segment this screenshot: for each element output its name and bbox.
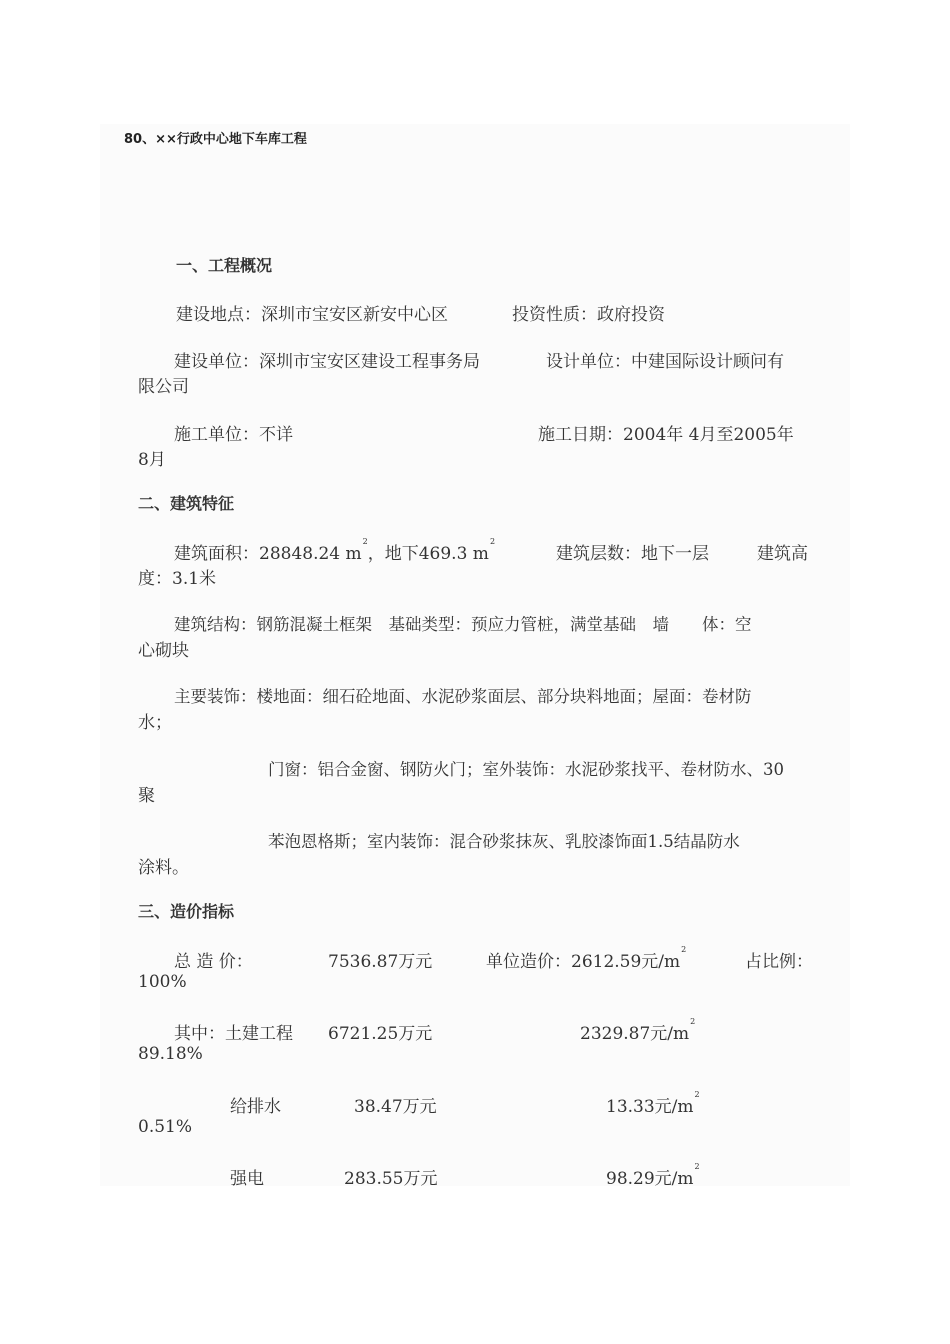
cost-row-unit-text: 2329.87元/m — [580, 1024, 690, 1044]
decoration-line-1-cont: 水； — [138, 713, 172, 733]
building-height-cont: 度：3.1米 — [138, 569, 217, 589]
cost-row-cost: 283.55万元 — [344, 1169, 438, 1189]
cost-row-unit — [606, 1164, 700, 1189]
document-title: 80、××行政中心地下车库工程 — [124, 132, 307, 147]
ratio-label: 占比例： — [745, 952, 813, 972]
cost-row-unit — [606, 1092, 700, 1117]
construction-date: 施工日期：2004年 4月至2005年 — [538, 425, 794, 445]
total-cost-label: 总 造 价： — [174, 952, 253, 972]
superscript: 2 — [690, 1017, 696, 1026]
building-area-total: 建筑面积：28848.24 m — [174, 544, 362, 564]
cost-row-unit — [580, 1019, 695, 1044]
cost-row-unit-text: 13.33元/m — [606, 1097, 694, 1117]
superscript: 2 — [681, 945, 687, 954]
cost-row-name: 给排水 — [230, 1097, 281, 1117]
design-unit: 设计单位：中建国际设计顾问有 — [546, 352, 784, 372]
structure-line-cont: 心砌块 — [138, 641, 189, 661]
building-area — [174, 539, 495, 564]
unit-cost-text: 单位造价：2612.59元/m — [486, 952, 681, 972]
section-heading-overview: 一、工程概况 — [176, 256, 273, 275]
build-location: 建设地点：深圳市宝安区新安中心区 — [176, 305, 448, 325]
building-height: 建筑高 — [757, 544, 808, 564]
investment-type: 投资性质：政府投资 — [512, 305, 665, 325]
cost-row-cost: 6721.25万元 — [328, 1024, 433, 1044]
construction-unit: 施工单位：不详 — [174, 425, 293, 445]
decoration-line-1: 主要装饰：楼地面：细石砼地面、水泥砂浆面层、部分块料地面；屋面：卷材防 — [174, 687, 752, 706]
building-floors: 建筑层数：地下一层 — [556, 544, 709, 564]
superscript: 2 — [362, 537, 368, 546]
ratio-value: 100% — [138, 972, 187, 992]
decoration-line-2-cont: 聚 — [138, 786, 155, 806]
cost-row-pct: 0.51% — [138, 1117, 193, 1137]
building-area-underground: ，地下469.3 m — [367, 544, 489, 564]
superscript: 2 — [694, 1090, 700, 1099]
cost-row-name: 强电 — [230, 1169, 264, 1189]
cost-row-pct: 89.18% — [138, 1044, 203, 1064]
section-heading-cost: 三、造价指标 — [138, 902, 235, 921]
structure-line: 建筑结构：钢筋混凝土框架 基础类型：预应力管桩，满堂基础 墙 体：空 — [174, 615, 752, 634]
cost-row-cost: 38.47万元 — [354, 1097, 437, 1117]
section-heading-features: 二、建筑特征 — [138, 494, 235, 513]
unit-cost — [486, 947, 686, 972]
total-cost-value: 7536.87万元 — [328, 952, 433, 972]
decoration-line-2: 门窗：铝合金窗、钢防火门；室外装饰：水泥砂浆找平、卷材防水、30 — [268, 760, 784, 779]
cost-row-name: 其中：土建工程 — [174, 1024, 293, 1044]
design-unit-cont: 限公司 — [138, 377, 189, 397]
cost-row-unit-text: 98.29元/m — [606, 1169, 694, 1189]
decoration-line-3-cont: 涂料。 — [138, 858, 189, 878]
decoration-line-3: 苯泡恩格斯；室内装饰：混合砂浆抹灰、乳胶漆饰面1.5结晶防水 — [268, 832, 740, 851]
superscript: 2 — [694, 1162, 700, 1171]
superscript: 2 — [489, 537, 496, 546]
owner-unit: 建设单位：深圳市宝安区建设工程事务局 — [174, 352, 480, 372]
construction-date-cont: 8月 — [138, 450, 166, 470]
